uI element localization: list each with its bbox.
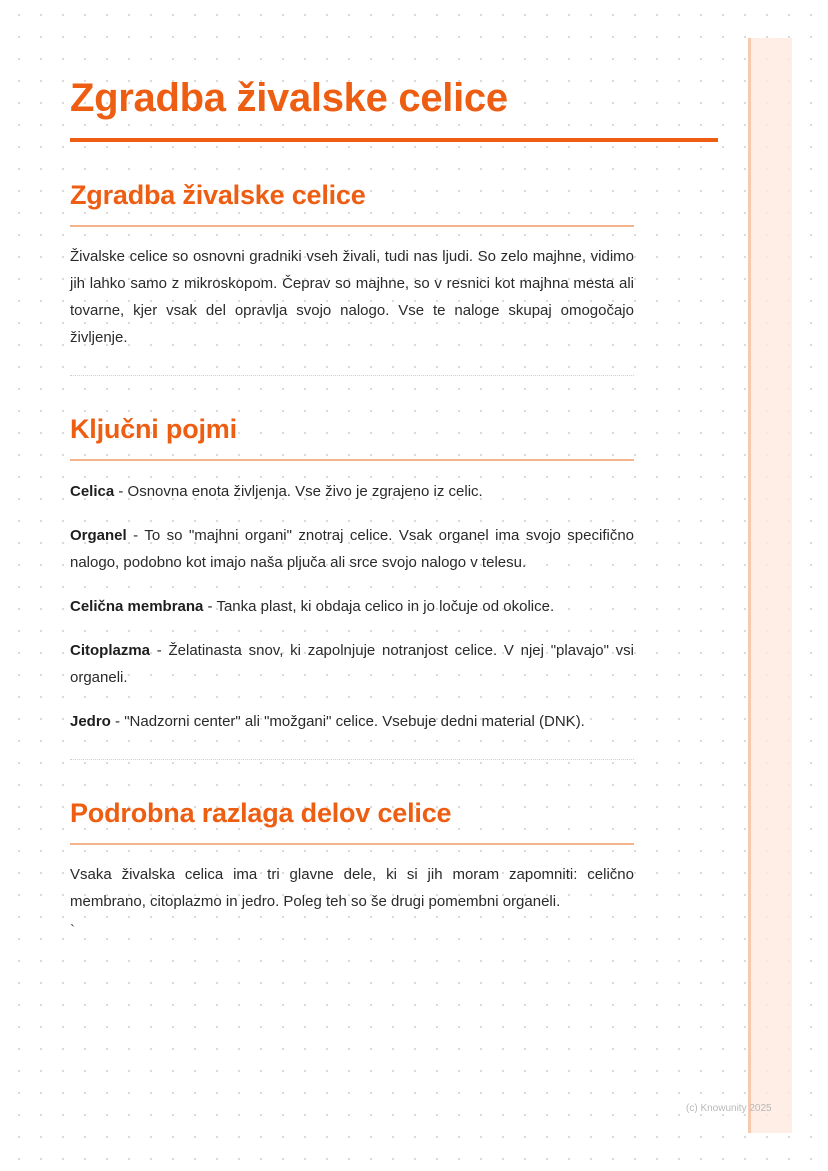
term-label: Celica — [70, 483, 115, 500]
intro-paragraph: Živalske celice so osnovni gradniki vseh živali, tudi nas ljudi. So zelo majhne, vidimo jih lahko samo z mikroskopom. Čeprav so majhne, so v resnici kot majhna mesta ali tovarne, kjer vsak del opravlja svojo nalogo. Vse te naloge skupaj omogočajo življenje. — [70, 248, 634, 346]
term-item-jedro — [70, 708, 634, 735]
section-title-detailed: Podrobna razlaga delov celice — [70, 798, 452, 828]
copyright-footer: (c) Knowunity 2025 — [686, 1103, 772, 1114]
section-title-key-terms: Ključni pojmi — [70, 414, 237, 444]
term-definition: - Osnovna enota življenja. Vse živo je zgrajeno iz celic. — [114, 483, 483, 500]
term-label: Organel — [70, 527, 127, 544]
section-underline-key-terms — [70, 459, 634, 461]
stray-character: ` — [70, 922, 75, 939]
term-definition: - To so "majhni organi" znotraj celice. Vsak organel ima svojo specifično nalogo, podobno kot imajo naša pljuča ali srce svojo nalogo v telesu. — [70, 527, 634, 571]
document-page — [70, 72, 718, 941]
term-definition: - "Nadzorni center" ali "možgani" celice. Vsebuje dedni material (DNK). — [110, 713, 585, 730]
term-label: Citoplazma — [70, 642, 151, 659]
term-label: Jedro — [70, 713, 111, 730]
section-divider — [70, 375, 634, 377]
section-underline-intro — [70, 225, 634, 227]
term-item-celica — [70, 478, 634, 505]
document-content — [70, 177, 634, 941]
term-definition: - Želatinasta snov, ki zapolnjuje notranjost celice. V njej "plavajo" vsi organeli. — [70, 642, 634, 686]
term-item-celicna-membrana — [70, 593, 634, 620]
page-title: Zgradba živalske celice — [70, 76, 508, 120]
section-underline-detailed — [70, 843, 634, 845]
term-label: Celična membrana — [70, 598, 204, 615]
term-definition: - Tanka plast, ki obdaja celico in jo ločuje od okolice. — [203, 598, 555, 615]
section-title-intro: Zgradba živalske celice — [70, 180, 366, 210]
term-item-organel — [70, 522, 634, 576]
title-underline — [70, 138, 718, 142]
term-item-citoplazma — [70, 637, 634, 691]
detailed-paragraph: Vsaka živalska celica ima tri glavne dele, ki si jih moram zapomniti: celično membrano, citoplazmo in jedro. Poleg teh so še drugi pomembni organeli. — [70, 866, 634, 910]
section-divider — [70, 759, 634, 761]
side-margin-strip — [748, 38, 792, 1133]
